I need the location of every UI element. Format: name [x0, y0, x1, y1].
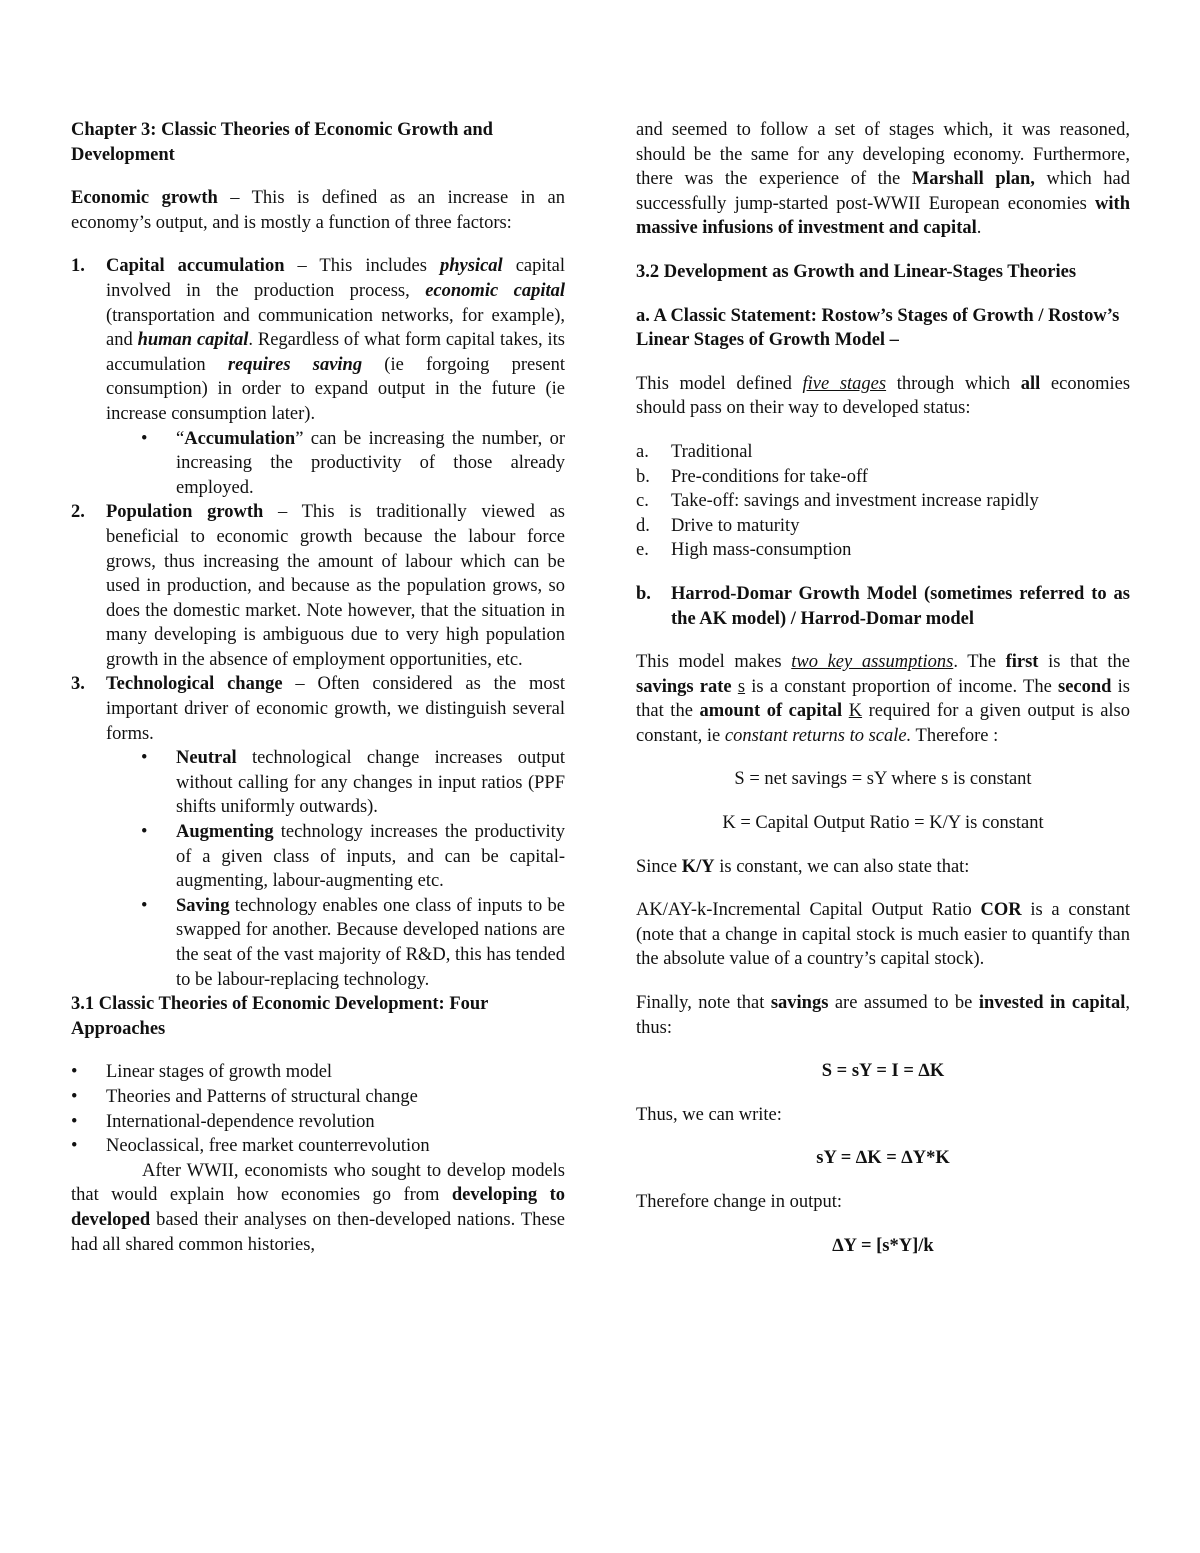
text-run: This model makes: [636, 652, 792, 673]
equation-savings: S = net savings = sY where s is constant: [734, 769, 1032, 790]
approach-label: Neoclassical, free market counterrevolution: [106, 1136, 430, 1157]
text-run: technology enables one class of inputs to be swapped for another. Because developed nations are the seat of the vast majority of R&D, this has tended to be labour-replacing technology.: [176, 895, 565, 990]
text-run: based their analyses on then-developed nations. These had all shared common histories,: [71, 1209, 565, 1255]
text-run: savings: [770, 993, 829, 1014]
text-run: through which: [886, 373, 1021, 394]
approach-label: International-dependence revolution: [106, 1111, 375, 1132]
growth-factor-text: [106, 254, 565, 426]
text-run: . Regardless of what form capital takes, its accumulation: [106, 330, 565, 375]
bullet-icon: •: [141, 748, 148, 769]
equation-delta-y: ∆Y = [s*Y]/k: [832, 1235, 934, 1256]
text-run: COR: [980, 900, 1022, 921]
rostow-stage-item: [636, 440, 1130, 465]
text-run: Since: [636, 856, 682, 877]
right-column: [636, 118, 1130, 1258]
text-run: (transportation and communication networks, for example), and: [106, 305, 565, 351]
left-column: [71, 118, 565, 1257]
text-run: – This includes: [284, 256, 440, 277]
text-run: Technological change: [106, 674, 283, 695]
text-run: ” can be increasing the number, or increasing the productivity of those already employed.: [176, 428, 565, 498]
bullet-icon: •: [71, 1062, 78, 1083]
stage-label: Pre-conditions for take-off: [671, 466, 868, 487]
equation-capital-output: K = Capital Output Ratio = K/Y is constant: [722, 813, 1044, 834]
bullet-icon: •: [141, 428, 148, 449]
text-run: technological change increases output without calling for any changes in input ratios (PPF shifts uniformly outwards).: [176, 748, 565, 818]
text-run: K: [848, 701, 863, 722]
text-run: is that the: [1038, 652, 1130, 673]
text-run: is constant, we can also state that:: [714, 856, 970, 877]
equation-s-sy-i-dk: S = sY = I = ∆K: [821, 1061, 945, 1082]
approach-item: [71, 1085, 565, 1110]
text-run: Capital accumulation: [106, 256, 285, 277]
growth-factor-text: [106, 672, 565, 746]
text-run: and seemed to follow a set of stages which, it was reasoned, should be the same for any developing economy. Furthermore, there was the experience of the: [636, 120, 1130, 190]
text-run: developing to developed: [71, 1185, 565, 1230]
sub-bullet-text: [176, 896, 565, 990]
text-run: This model defined: [636, 373, 803, 394]
text-run: with massive infusions of investment and capital: [636, 193, 1130, 239]
text-run: After WWII, economists who sought to develop models that would explain how economies go from: [71, 1160, 565, 1206]
economic-growth-term: Economic growth: [71, 188, 218, 209]
text-run: – This is traditionally viewed as beneficial to economic growth because the labour force grows, thus increasing the amount of labour which can be used in production, and because as the population grows, so does the domestic market. Note however, that the situation in many developing is ambiguous due to very high population growth in the absence of employment opportunities, etc.: [106, 502, 565, 670]
sub-bullet-text: [176, 429, 565, 498]
text-run: Accumulation: [184, 428, 296, 449]
text-run: required for a given output is also constant, ie: [636, 701, 1131, 746]
text-run: invested in capital: [978, 993, 1126, 1014]
text-run: economic capital: [425, 280, 565, 301]
text-run: are assumed to be: [828, 993, 979, 1014]
text-run: is that the: [636, 676, 1131, 722]
harrod-domar-title-text: Harrod-Domar Growth Model (sometimes referred to as the AK model) / Harrod-Domar model: [671, 583, 1130, 629]
sub-bullet-item: [141, 427, 565, 501]
text-run: first: [1005, 652, 1039, 673]
harrod-domar-marker: b.: [636, 583, 651, 604]
text-run: all: [1020, 373, 1041, 394]
section-3-1-title: 3.1 Classic Theories of Economic Development: Four Approaches: [71, 994, 489, 1039]
rostow-stage-item: [636, 538, 1130, 563]
economic-growth-definition: [71, 186, 565, 235]
rostow-stage-item: [636, 465, 1130, 490]
finally-paragraph: [636, 991, 1130, 1040]
rostow-intro-paragraph: [636, 372, 1130, 421]
text-run: is a constant proportion of income. The: [745, 676, 1058, 697]
text-run: physical: [439, 256, 503, 277]
list-number: 3.: [71, 674, 85, 695]
bullet-icon: •: [71, 1136, 78, 1157]
harrod-domar-title: [636, 582, 1130, 631]
stage-marker: d.: [636, 515, 650, 536]
stage-label: Drive to maturity: [671, 515, 800, 536]
stage-marker: a.: [636, 441, 649, 462]
icor-paragraph: [636, 898, 1130, 972]
sub-bullet-text: [176, 748, 565, 817]
section-3-2-title: 3.2 Development as Growth and Linear-Stages Theories: [636, 261, 1077, 282]
text-run: – Often considered as the most important driver of economic growth, we distinguish several forms.: [106, 674, 565, 744]
text-run: two key assumptions: [791, 652, 954, 673]
text-run: which had successfully jump-started post-WWII European economies: [636, 169, 1130, 214]
continuation-paragraph: [636, 118, 1130, 241]
assumptions-paragraph: [636, 650, 1130, 748]
text-run: human capital: [137, 330, 249, 351]
stage-marker: e.: [636, 540, 649, 561]
text-run: savings rate: [636, 676, 732, 697]
rostow-title: a. A Classic Statement: Rostow’s Stages of Growth / Rostow’s Linear Stages of Growth Model –: [636, 305, 1120, 351]
sub-bullet-text: [176, 822, 565, 891]
sub-bullet-item: [141, 894, 565, 992]
sub-bullet-item: [141, 746, 565, 820]
stage-label: Traditional: [671, 441, 753, 462]
text-run: Finally, note that: [636, 993, 771, 1014]
text-run: Marshall plan,: [911, 169, 1035, 190]
text-run: s: [737, 676, 746, 697]
after-wwii-paragraph: [71, 1159, 565, 1257]
bullet-icon: •: [141, 895, 148, 916]
text-run: five stages: [802, 373, 887, 394]
approach-item: [71, 1110, 565, 1135]
text-run: [842, 701, 849, 721]
bullet-icon: •: [71, 1111, 78, 1132]
text-run: economies should pass on their way to developed status:: [636, 373, 1131, 419]
text-run: Augmenting: [176, 822, 274, 843]
stage-label: Take-off: savings and investment increase rapidly: [671, 491, 1039, 512]
approach-label: Theories and Patterns of structural change: [106, 1086, 418, 1107]
sub-bullet-list: [106, 427, 565, 501]
text-run: Population growth: [106, 502, 264, 523]
text-run: constant returns to scale.: [724, 725, 912, 746]
bullet-icon: •: [71, 1086, 78, 1107]
list-number: 2.: [71, 502, 85, 523]
approach-label: Linear stages of growth model: [106, 1062, 333, 1083]
text-run: , thus:: [636, 993, 1130, 1038]
stage-marker: b.: [636, 466, 650, 487]
approach-item: [71, 1060, 565, 1085]
sub-bullet-item: [141, 820, 565, 894]
economic-growth-text: – This is defined as an increase in an economy’s output, and is mostly a function of three factors:: [71, 188, 565, 233]
growth-factor-item: [71, 500, 565, 672]
bullet-icon: •: [141, 822, 148, 843]
text-run: amount of capital: [699, 701, 843, 722]
growth-factors-list: [71, 254, 565, 992]
text-run: Therefore :: [911, 725, 999, 746]
approach-item: [71, 1134, 565, 1159]
thus-write-text: Thus, we can write:: [636, 1104, 782, 1125]
stage-marker: c.: [636, 491, 649, 512]
text-run: .: [976, 218, 982, 239]
text-run: Saving: [176, 895, 230, 916]
text-run: second: [1058, 676, 1112, 697]
rostow-stage-item: [636, 489, 1130, 514]
growth-factor-item: [71, 254, 565, 500]
sub-bullet-list: [106, 746, 565, 992]
text-run: technology increases the productivity of a given class of inputs, and can be capital-augmenting, labour-augmenting etc.: [176, 822, 565, 892]
text-run: AK/AY-k-Incremental Capital Output Ratio: [636, 900, 981, 921]
text-run: is a constant (note that a change in capital stock is much easier to quantify than the absolute value of a country’s capital stock).: [636, 900, 1130, 970]
therefore-change-text: Therefore change in output:: [636, 1192, 842, 1212]
text-run: Neutral: [176, 748, 237, 769]
text-run: (ie forgoing present consumption) in order to expand output in the future (ie increase consumption later).: [106, 354, 566, 424]
text-run: K/Y: [681, 856, 715, 877]
text-run: “: [176, 428, 185, 449]
text-run: . The: [953, 652, 1006, 673]
growth-factor-item: [71, 672, 565, 992]
text-run: requires saving: [227, 354, 363, 375]
stage-label: High mass-consumption: [671, 540, 852, 561]
since-ky-paragraph: [636, 855, 1130, 880]
chapter-title: Chapter 3: Classic Theories of Economic Growth and Development: [71, 120, 493, 165]
equation-sy-dk: sY = ∆K = ∆Y*K: [816, 1148, 950, 1169]
text-run: capital involved in the production process,: [106, 256, 565, 301]
list-number: 1.: [71, 256, 85, 277]
rostow-stages-list: [636, 440, 1130, 563]
approaches-list: [71, 1060, 565, 1158]
rostow-stage-item: [636, 514, 1130, 539]
growth-factor-text: [106, 500, 565, 672]
